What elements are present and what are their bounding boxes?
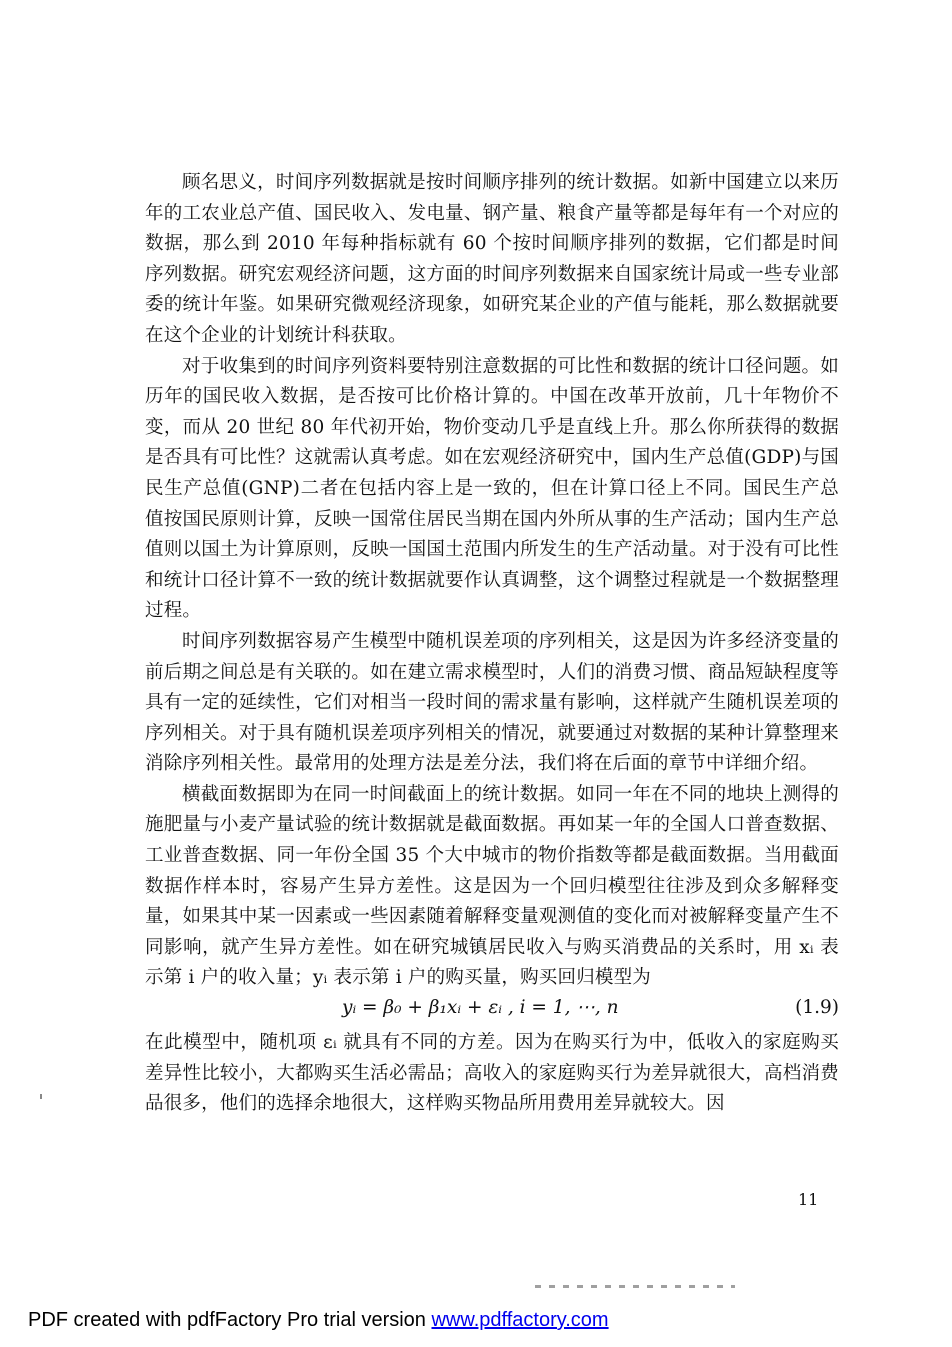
equation-1-9 <box>145 994 839 1028</box>
paragraph-comparability: 对于收集到的时间序列资料要特别注意数据的可比性和数据的统计口径问题。如历年的国民收入数据，是否按可比价格计算的。中国在改革开放前，几十年物价不变，而从 20 世纪 80 年代初开始，物价变动几乎是直线上升。那么你所获得的数据是否具有可比性？这就需认真考虑。如在宏观经济研究中，国内生产总值(GDP)与国民生产总值(GNP)二者在包括内容上是一致的，但在计算口径上不同。国民生产总值按国民原则计算，反映一国常住居民当期在国内外所从事的生产活动；国内生产总值则以国土为计算原则，反映一国国土范围内所发生的生产活动量。对于没有可比性和统计口径计算不一致的统计数据就要作认真调整，这个调整过程就是一个数据整理过程。 <box>145 355 839 622</box>
paragraph-heteroscedasticity: 在此模型中，随机项 εᵢ 就具有不同的方差。因为在购买行为中，低收入的家庭购买差异性比较小，大都购买生活必需品；高收入的家庭购买行为差异就很大，高档消费品很多，他们的选择余地很大，这样购买物品所用费用差异就较大。因 <box>145 1032 839 1115</box>
pdffactory-link[interactable]: www.pdffactory.com <box>431 1309 609 1331</box>
paragraph-time-series-definition: 顾名思义，时间序列数据就是按时间顺序排列的统计数据。如新中国建立以来历年的工农业总产值、国民收入、发电量、钢产量、粮食产量等都是每年有一个对应的数据，那么到 2010 年每种指标就有 60 个按时间顺序排列的数据，它们都是时间序列数据。研究宏观经济问题，这方面的时间序列数据来自国家统计局或一些专业部委的统计年鉴。如果研究微观经济现象，如研究某企业的产值与能耗，那么数据就要在这个企业的计划统计科获取。 <box>145 172 839 346</box>
page-number: 11 <box>798 1190 819 1209</box>
body-text <box>145 168 839 1120</box>
scan-speck <box>40 1094 42 1099</box>
footer-text: PDF created with pdfFactory Pro trial version <box>28 1309 432 1331</box>
scan-noise-strip <box>535 1285 735 1288</box>
equation-formula: yᵢ = β₀ + β₁xᵢ + εᵢ , i = 1, ⋯, n <box>342 997 619 1019</box>
paragraph-cross-section: 横截面数据即为在同一时间截面上的统计数据。如同一年在不同的地块上测得的施肥量与小麦产量试验的统计数据就是截面数据。再如某一年的全国人口普查数据、工业普查数据、同一年份全国 35 个大中城市的物价指数等都是截面数据。当用截面数据作样本时，容易产生异方差性。这是因为一个回归模型往往涉及到众多解释变量，如果其中某一因素或一些因素随着解释变量观测值的变化而对被解释变量产生不同影响，就产生异方差性。如在研究城镇居民收入与购买消费品的关系时，用 xᵢ 表示第 i 户的收入量；yᵢ 表示第 i 户的购买量，购买回归模型为 <box>145 783 839 989</box>
paragraph-serial-correlation: 时间序列数据容易产生模型中随机误差项的序列相关，这是因为许多经济变量的前后期之间总是有关联的。如在建立需求模型时，人们的消费习惯、商品短缺程度等具有一定的延续性，它们对相当一段时间的需求量有影响，这样就产生随机误差项的序列相关。对于具有随机误差项序列相关的情况，就要通过对数据的某种计算整理来消除序列相关性。最常用的处理方法是差分法，我们将在后面的章节中详细介绍。 <box>145 630 839 775</box>
pdf-footer <box>28 1309 609 1332</box>
equation-number: (1.9) <box>795 997 839 1019</box>
